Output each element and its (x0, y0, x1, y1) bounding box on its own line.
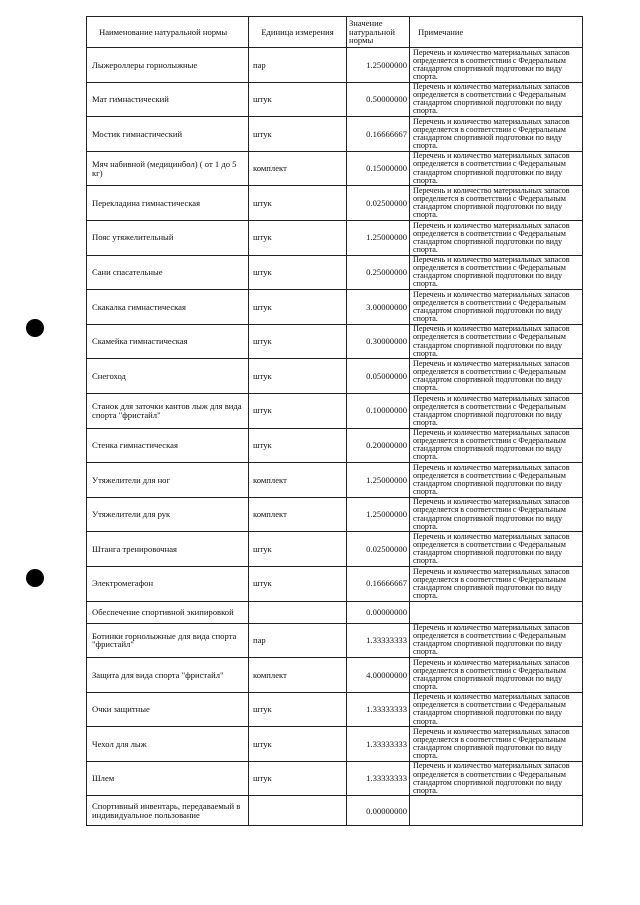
row-note-cell: Перечень и количество материальных запасов определяется в соответствии с Федеральным стандартом спортивной подготовки по виду спорта. (410, 290, 583, 325)
header-name: Наименование натуральной нормы (87, 17, 249, 48)
row-note-cell: Перечень и количество материальных запасов определяется в соответствии с Федеральным стандартом спортивной подготовки по виду спорта. (410, 359, 583, 394)
row-value-cell: 0.00000000 (347, 796, 410, 826)
row-name-cell: Пояс утяжелительный (87, 220, 249, 255)
row-value-cell: 1.25000000 (347, 463, 410, 498)
row-value-cell: 1.33333333 (347, 692, 410, 727)
row-unit-cell: штук (249, 692, 347, 727)
row-value-cell: 0.10000000 (347, 393, 410, 428)
header-note: Примечание (410, 17, 583, 48)
row-note-cell: Перечень и количество материальных запасов определяется в соответствии с Федеральным стандартом спортивной подготовки по виду спорта. (410, 151, 583, 186)
row-value-cell: 0.50000000 (347, 82, 410, 117)
row-name-cell: Ботинки горнолыжные для вида спорта "фристайл" (87, 623, 249, 658)
table-row (87, 761, 583, 796)
row-unit-cell: штук (249, 220, 347, 255)
row-name-cell: Перекладина гимнастическая (87, 186, 249, 221)
table-row (87, 623, 583, 658)
row-name-cell: Стенка гимнастическая (87, 428, 249, 463)
row-value-cell: 0.25000000 (347, 255, 410, 290)
row-value-cell: 0.00000000 (347, 601, 410, 623)
row-unit-cell: штук (249, 761, 347, 796)
row-value-cell: 0.02500000 (347, 532, 410, 567)
punch-hole-top (26, 319, 44, 337)
table-row (87, 566, 583, 601)
row-value-cell: 1.25000000 (347, 48, 410, 83)
table-row (87, 82, 583, 117)
table-row (87, 532, 583, 567)
row-value-cell: 3.00000000 (347, 290, 410, 325)
row-note-cell: Перечень и количество материальных запасов определяется в соответствии с Федеральным стандартом спортивной подготовки по виду спорта. (410, 566, 583, 601)
row-unit-cell: штук (249, 532, 347, 567)
table-row (87, 692, 583, 727)
row-name-cell: Мяч набивной (медицинбол) ( от 1 до 5 кг) (87, 151, 249, 186)
row-unit-cell (249, 796, 347, 826)
row-name-cell: Обеспечение спортивной экипировкой (87, 601, 249, 623)
row-name-cell: Спортивный инвентарь, передаваемый в индивидуальное пользование (87, 796, 249, 826)
row-note-cell: Перечень и количество материальных запасов определяется в соответствии с Федеральным стандартом спортивной подготовки по виду спорта. (410, 532, 583, 567)
header-unit: Единица измерения (249, 17, 347, 48)
row-unit-cell: штук (249, 359, 347, 394)
table-row (87, 220, 583, 255)
row-name-cell: Штанга тренировочная (87, 532, 249, 567)
row-unit-cell: комплект (249, 658, 347, 693)
row-name-cell: Мат гимнастический (87, 82, 249, 117)
row-value-cell: 4.00000000 (347, 658, 410, 693)
table-row (87, 727, 583, 762)
row-note-cell: Перечень и количество материальных запасов определяется в соответствии с Федеральным стандартом спортивной подготовки по виду спорта. (410, 761, 583, 796)
table-row (87, 324, 583, 359)
row-note-cell: Перечень и количество материальных запасов определяется в соответствии с Федеральным стандартом спортивной подготовки по виду спорта. (410, 463, 583, 498)
punch-hole-bottom (26, 569, 44, 587)
row-value-cell: 0.20000000 (347, 428, 410, 463)
table-row (87, 497, 583, 532)
row-unit-cell: штук (249, 290, 347, 325)
table-row (87, 393, 583, 428)
row-unit-cell: штук (249, 82, 347, 117)
row-value-cell: 0.16666667 (347, 566, 410, 601)
table-row (87, 658, 583, 693)
row-value-cell: 1.25000000 (347, 220, 410, 255)
row-name-cell: Очки защитные (87, 692, 249, 727)
row-note-cell: Перечень и количество материальных запасов определяется в соответствии с Федеральным стандартом спортивной подготовки по виду спорта. (410, 48, 583, 83)
row-value-cell: 0.02500000 (347, 186, 410, 221)
row-note-cell: Перечень и количество материальных запасов определяется в соответствии с Федеральным стандартом спортивной подготовки по виду спорта. (410, 117, 583, 152)
row-note-cell: Перечень и количество материальных запасов определяется в соответствии с Федеральным стандартом спортивной подготовки по виду спорта. (410, 658, 583, 693)
table-row (87, 290, 583, 325)
row-name-cell: Станок для заточки кантов лыж для вида спорта "фристайл" (87, 393, 249, 428)
row-unit-cell: комплект (249, 463, 347, 498)
row-note-cell (410, 796, 583, 826)
row-note-cell: Перечень и количество материальных запасов определяется в соответствии с Федеральным стандартом спортивной подготовки по виду спорта. (410, 255, 583, 290)
row-value-cell: 1.33333333 (347, 727, 410, 762)
table-row (87, 796, 583, 826)
row-name-cell: Скакалка гимнастическая (87, 290, 249, 325)
row-name-cell: Сани спасательные (87, 255, 249, 290)
row-unit-cell: штук (249, 255, 347, 290)
row-name-cell: Чехол для лыж (87, 727, 249, 762)
row-value-cell: 0.15000000 (347, 151, 410, 186)
table-row (87, 601, 583, 623)
row-note-cell: Перечень и количество материальных запасов определяется в соответствии с Федеральным стандартом спортивной подготовки по виду спорта. (410, 324, 583, 359)
row-value-cell: 0.16666667 (347, 117, 410, 152)
table-row (87, 463, 583, 498)
row-unit-cell: штук (249, 393, 347, 428)
table-row (87, 255, 583, 290)
row-unit-cell: пар (249, 48, 347, 83)
row-name-cell: Утяжелители для рук (87, 497, 249, 532)
row-unit-cell: штук (249, 324, 347, 359)
table-row (87, 117, 583, 152)
row-unit-cell: комплект (249, 151, 347, 186)
row-value-cell: 1.33333333 (347, 761, 410, 796)
row-value-cell: 1.33333333 (347, 623, 410, 658)
row-unit-cell (249, 601, 347, 623)
row-unit-cell: штук (249, 428, 347, 463)
row-note-cell: Перечень и количество материальных запасов определяется в соответствии с Федеральным стандартом спортивной подготовки по виду спорта. (410, 220, 583, 255)
row-name-cell: Снегоход (87, 359, 249, 394)
row-note-cell: Перечень и количество материальных запасов определяется в соответствии с Федеральным стандартом спортивной подготовки по виду спорта. (410, 623, 583, 658)
row-name-cell: Защита для вида спорта "фристайл" (87, 658, 249, 693)
table-row (87, 359, 583, 394)
row-note-cell: Перечень и количество материальных запасов определяется в соответствии с Федеральным стандартом спортивной подготовки по виду спорта. (410, 727, 583, 762)
row-note-cell (410, 601, 583, 623)
row-name-cell: Электромегафон (87, 566, 249, 601)
row-note-cell: Перечень и количество материальных запасов определяется в соответствии с Федеральным стандартом спортивной подготовки по виду спорта. (410, 186, 583, 221)
row-unit-cell: штук (249, 566, 347, 601)
row-note-cell: Перечень и количество материальных запасов определяется в соответствии с Федеральным стандартом спортивной подготовки по виду спорта. (410, 82, 583, 117)
row-value-cell: 1.25000000 (347, 497, 410, 532)
table-row (87, 151, 583, 186)
table-row (87, 428, 583, 463)
row-note-cell: Перечень и количество материальных запасов определяется в соответствии с Федеральным стандартом спортивной подготовки по виду спорта. (410, 393, 583, 428)
row-unit-cell: пар (249, 623, 347, 658)
row-unit-cell: штук (249, 117, 347, 152)
row-name-cell: Скамейка гимнастическая (87, 324, 249, 359)
row-value-cell: 0.30000000 (347, 324, 410, 359)
row-name-cell: Утяжелители для ног (87, 463, 249, 498)
row-note-cell: Перечень и количество материальных запасов определяется в соответствии с Федеральным стандартом спортивной подготовки по виду спорта. (410, 497, 583, 532)
row-name-cell: Шлем (87, 761, 249, 796)
row-note-cell: Перечень и количество материальных запасов определяется в соответствии с Федеральным стандартом спортивной подготовки по виду спорта. (410, 428, 583, 463)
row-value-cell: 0.05000000 (347, 359, 410, 394)
norms-table (86, 16, 583, 826)
header-row (87, 17, 583, 48)
row-note-cell: Перечень и количество материальных запасов определяется в соответствии с Федеральным стандартом спортивной подготовки по виду спорта. (410, 692, 583, 727)
row-name-cell: Мостик гимнастический (87, 117, 249, 152)
table-row (87, 48, 583, 83)
row-name-cell: Лыжероллеры горнолыжные (87, 48, 249, 83)
header-value: Значение натуральной нормы (347, 17, 410, 48)
table-row (87, 186, 583, 221)
row-unit-cell: комплект (249, 497, 347, 532)
table-body (87, 48, 583, 826)
row-unit-cell: штук (249, 727, 347, 762)
row-unit-cell: штук (249, 186, 347, 221)
